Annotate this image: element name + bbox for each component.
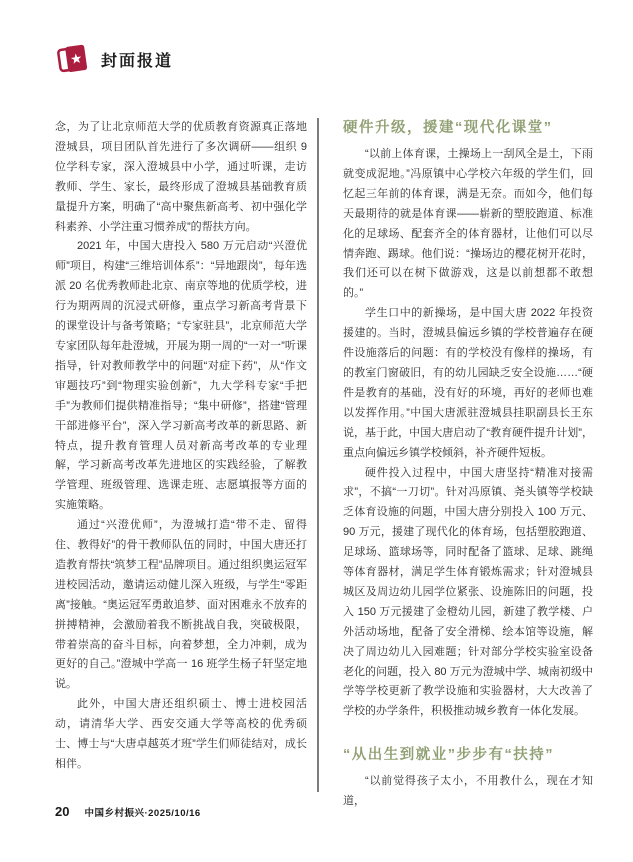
paragraph: 2021 年，中国大唐投入 580 万元启动“兴澄优师”项目，构建“三维培训体系”：“异地跟岗”，每年选派 20 名优秀教师赴北京、南京等地的优质学校，进行为期两周的沉浸式研修，重点学习新高考背景下的课堂设计与备考策略；“专家驻县”，北京师范大学专家团队每年赴澄城，开展为期一周的“一对一”听课指导，针对教师教学中的问题“对症下药”，从“作文审题技巧”到“物理实验创新”，九大学科专家“手把手”为教师们提供精准指导；“集中研修”，搭建“管理干部进修平台”，深入学习新高考改革的新思路、新特点，提升教育管理人员对新高考改革的专业理解，学习新高考改革先进地区的实践经验，了解教学管理、班级管理、选课走班、志愿填报等方面的实施策略。 xyxy=(55,240,307,512)
section-title: 封面报道 xyxy=(101,52,174,70)
paragraph: “以前上体育课，土操场上一刮风全是土，下雨就变成泥地。”冯原镇中心学校六年级的学生们，回忆起三年前的体育课，满是无奈。而如今，他们每天最期待的就是体育课——崭新的塑胶跑道、标准化的足球场、配套齐全的体育器材，让他们可以尽情奔跑、踢球。他们说：“操场边的樱花树开花时，我们还可以在树下做游戏，这是以前想都不敢想的。” xyxy=(343,148,593,300)
paragraph: 念，为了让北京师范大学的优质教育资源真正落地澄城县，项目团队首先进行了多次调研——组织 9 位学科专家，深入澄城县中小学，通过听课，走访教师、学生、家长，最终形成了澄城县基础教育质量提升方案，明确了“高中聚焦新高考、初中强化学科素养、小学注重习惯养成”的帮扶方向。 xyxy=(55,121,307,233)
paragraph: 此外，中国大唐还组织硕士、博士进校园活动，请清华大学、西安交通大学等高校的优秀硕士、博士与“大唐卓越英才班”学生们师徒结对，成长相伴。 xyxy=(55,698,307,770)
paragraph: “以前觉得孩子太小，不用教什么，现在才知道， xyxy=(343,775,593,808)
section-hardware-upgrade xyxy=(343,118,593,722)
column-divider xyxy=(317,118,319,792)
section-header xyxy=(54,42,173,76)
cover-report-book-icon xyxy=(54,42,90,76)
section-birth-to-employment xyxy=(343,745,593,812)
journal-name-date: 中国乡村振兴·2025/10/16 xyxy=(84,808,201,819)
article-body xyxy=(55,118,597,812)
left-column xyxy=(55,118,307,775)
section-heading: 硬件升级，援建“现代化课堂” xyxy=(343,120,553,136)
paragraph: 学生口中的新操场，是中国大唐 2022 年投资援建的。当时，澄城县偏远乡镇的学校普遍存在硬件设施落后的问题：有的学校没有像样的操场，有的教室门窗破旧，有的幼儿园缺乏安全设施……“硬件是教育的基础，没有好的环境，再好的老师也难以发挥作用。”中国大唐派驻澄城县挂职副县长王东说，基于此，中国大唐启动了“教育硬件提升计划”，重点向偏远乡镇学校倾斜，补齐硬件短板。 xyxy=(343,307,593,459)
right-column xyxy=(343,118,593,812)
section-heading: “从出生到就业”步步有“扶持” xyxy=(343,747,554,764)
paragraph: 硬件投入过程中，中国大唐坚持“精准对接需求”，不搞“一刀切”。针对冯原镇、尧头镇等学校缺乏体育设施的问题，中国大唐分别投入 100 万元、90 万元，援建了现代化的体育场，包括塑胶跑道、足球场、篮球场等，同时配备了篮球、足球、跳绳等体育器材，满足学生体育锻炼需求；针对澄城县城区及周边幼儿园学位紧张、设施陈旧的问题，投入 150 万元援建了金橙幼儿园，新建了教学楼、户外活动场地，配备了安全滑梯、绘本馆等设施，解决了周边幼儿入园难题；针对部分学校实验室设备老化的问题，投入 80 万元为澄城中学、城南初级中学等学校更新了教学设施和实验器材，大大改善了学校的办学条件，积极推动城乡教育一体化发展。 xyxy=(343,466,593,718)
paragraph: 通过“兴澄优师”，为澄城打造“带不走、留得住、教得好”的骨干教师队伍的同时，中国大唐还打造教育帮扶“筑梦工程”品牌项目。通过组织奥运冠军进校园活动，邀请运动健儿深入班级，与学生“零距离”接触。“奥运冠军勇敢追梦、面对困难永不放弃的拼搏精神，会激励着我不断挑战自我，突破极限，带着崇高的奋斗目标，向着梦想，全力冲刺，成为更好的自己。”澄城中学高一 16 班学生杨子轩坚定地说。 xyxy=(55,519,307,691)
page-number: 20 xyxy=(55,804,70,819)
page-footer xyxy=(55,804,201,819)
